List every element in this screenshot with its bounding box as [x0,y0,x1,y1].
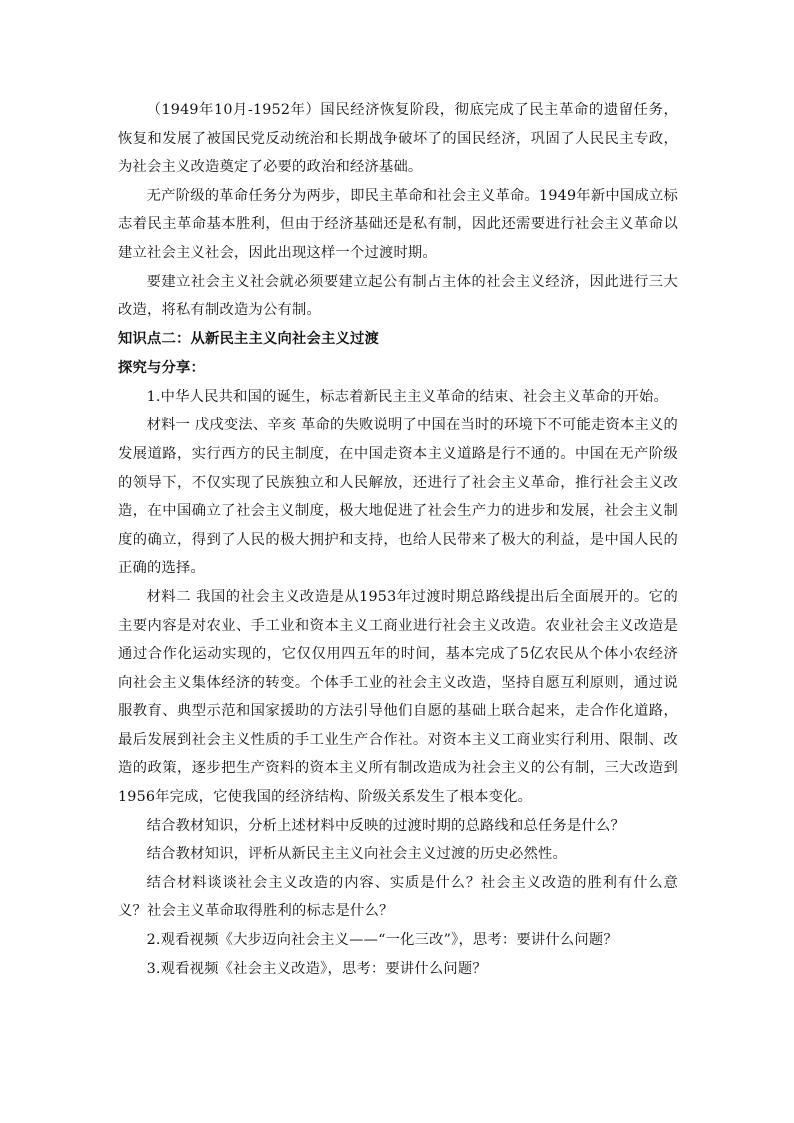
section-heading: 知识点二：从新民主主义向社会主义过渡 [118,330,379,347]
paragraph-recovery-period: （1949年10月-1952年）国民经济恢复阶段，彻底完成了民主革命的遗留任务，恢复和发展了被国民党反动统治和长期战争破坏了的国民经济，巩固了人民民主专政，为社会主义改造奠定了必要的政治和经济基础。 [118,102,678,176]
document-page [118,96,678,983]
question-2: 结合教材知识，评析从新民主主义向社会主义过渡的历史必然性。 [146,846,567,863]
paragraph-three-transformations: 要建立社会主义社会就必须要建立起公有制占主体的社会主义经济，因此进行三大改造，将私有制改造为公有制。 [118,273,678,319]
material-two: 材料二 我国的社会主义改造是从1953年过渡时期总路线提出后全面展开的。它的主要内容是对农业、手工业和资本主义工商业进行社会主义改造。农业社会主义改造是通过合作化运动实现的，它仅仅用四五年的时间，基本完成了5亿农民从个体小农经济向社会主义集体经济的转变。个体手工业的社会主义改造，坚持自愿互利原则，通过说服教育、典型示范和国家援助的方法引导他们自愿的基础上联合起来，走合作化道路，最后发展到社会主义性质的手工业生产合作社。对资本主义工商业实行利用、限制、改造的政策，逐步把生产资料的资本主义所有制改造成为社会主义的公有制，三大改造到1956年完成，它使我国的经济结构、阶级关系发生了根本变化。 [118,588,678,806]
paragraph-two-step-revolution: 无产阶级的革命任务分为两步，即民主革命和社会主义革命。1949年新中国成立标志着民主革命基本胜利，但由于经济基础还是私有制，因此还需要进行社会主义革命以建立社会主义社会，因此出现这样一个过渡时期。 [118,187,678,261]
item-1: 1.中华人民共和国的诞生，标志着新民主主义革命的结束、社会主义革命的开始。 [146,388,669,405]
item-2: 2.观看视频《大步迈向社会主义——“一化三改”》，思考：要讲什么问题？ [146,932,618,949]
item-3: 3.观看视频《社会主义改造》，思考：要讲什么问题？ [146,960,487,977]
material-one: 材料一 戊戌变法、辛亥 革命的失败说明了中国在当时的环境下不可能走资本主义的发展道路，实行西方的民主制度，在中国走资本主义道路是行不通的。中国在无产阶级的领导下，不仅实现了民族独立和人民解放，还进行了社会主义革命，推行社会主义改造，在中国确立了社会主义制度，极大地促进了社会生产力的进步和发展，社会主义制度的确立，得到了人民的极大拥护和支持，也给人民带来了极大的利益，是中国人民的正确的选择。 [118,417,678,577]
question-1: 结合教材知识，分析上述材料中反映的过渡时期的总路线和总任务是什么？ [146,817,625,834]
question-3: 结合材料谈谈社会主义改造的内容、实质是什么？社会主义改造的胜利有什么意义？社会主义革命取得胜利的标志是什么？ [118,874,678,920]
section-subheading: 探究与分享： [118,359,205,376]
